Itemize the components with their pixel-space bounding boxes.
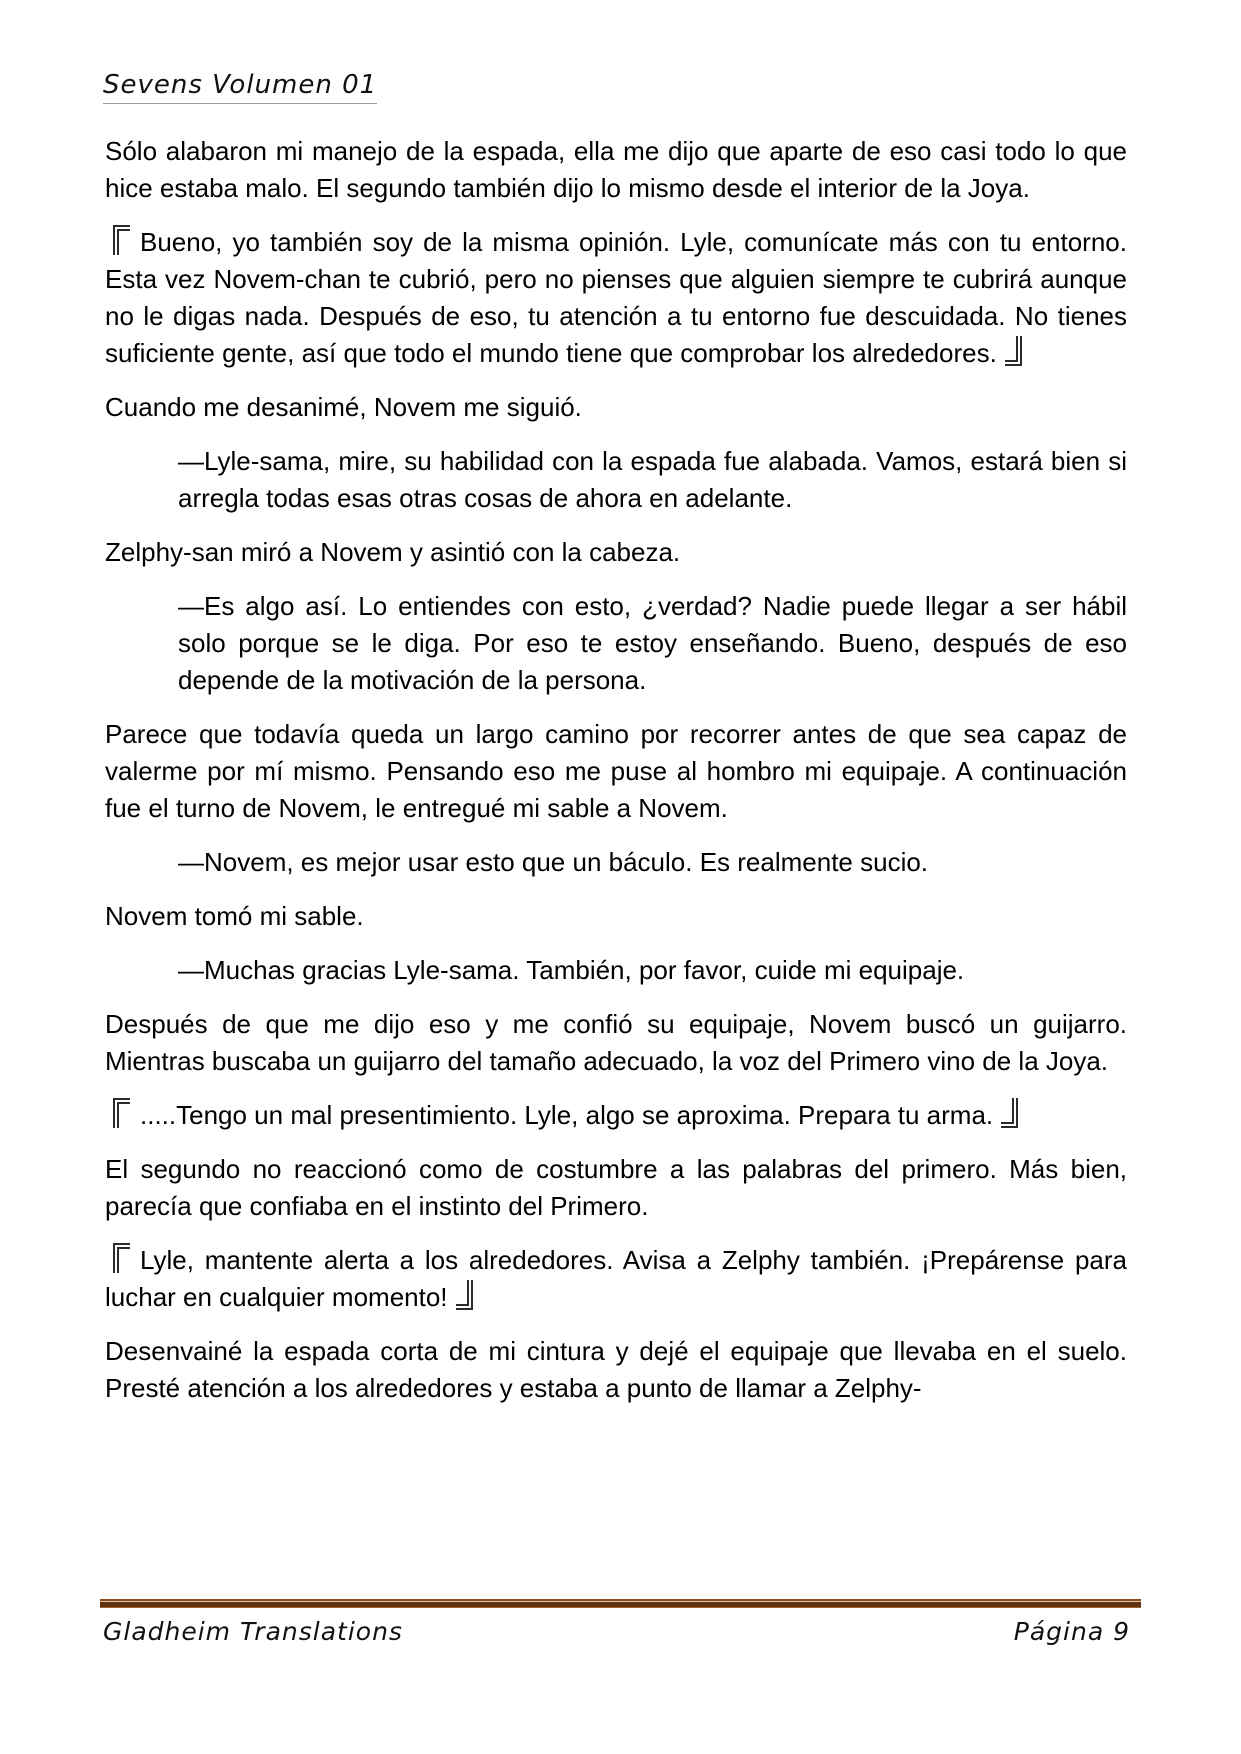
body-text [105, 133, 1127, 1407]
paragraph-dialogue [178, 588, 1127, 699]
paragraph-text: —Lyle-sama, mire, su habilidad con la espada fue alabada. Vamos, estará bien si arregla todas esas otras cosas de ahora en adelante. [178, 446, 1127, 513]
paragraph-text: El segundo no reaccionó como de costumbre a las palabras del primero. Más bien, parecía que confiaba en el instinto del Primero. [105, 1154, 1127, 1221]
paragraph-normal [105, 133, 1127, 207]
paragraph-text: .....Tengo un mal presentimiento. Lyle, algo se aproxima. Prepara tu arma. [140, 1100, 994, 1130]
paragraph-normal [105, 898, 1127, 935]
paragraph-dialogue [178, 952, 1127, 989]
paragraph-text: Sólo alabaron mi manejo de la espada, ella me dijo que aparte de eso casi todo lo que hice estaba malo. El segundo también dijo lo mismo desde el interior de la Joya. [105, 136, 1127, 203]
paragraph-normal [105, 716, 1127, 827]
footer-divider-rule [100, 1599, 1141, 1608]
page-number: Página 9 [1013, 1617, 1130, 1646]
page-header [103, 70, 1131, 104]
paragraph-normal [105, 534, 1127, 571]
page-footer [103, 1617, 1130, 1646]
paragraph-normal [105, 1333, 1127, 1407]
paragraph-bracket-quote [105, 1097, 1127, 1134]
close-double-bracket-icon [1005, 336, 1022, 366]
open-double-bracket-icon [113, 1243, 130, 1273]
paragraph-text: —Muchas gracias Lyle-sama. También, por favor, cuide mi equipaje. [178, 955, 965, 985]
volume-title: Sevens Volumen 01 [103, 70, 377, 104]
paragraph-dialogue [178, 443, 1127, 517]
open-double-bracket-icon [113, 225, 130, 255]
close-double-bracket-icon [456, 1280, 473, 1310]
paragraph-text: Novem tomó mi sable. [105, 901, 364, 931]
paragraph-text: Después de que me dijo eso y me confió su equipaje, Novem buscó un guijarro. Mientras buscaba un guijarro del tamaño adecuado, la voz del Primero vino de la Joya. [105, 1009, 1127, 1076]
paragraph-text: Desenvainé la espada corta de mi cintura y dejé el equipaje que llevaba en el suelo. Presté atención a los alrededores y estaba a punto de llamar a Zelphy- [105, 1336, 1127, 1403]
paragraph-text: Parece que todavía queda un largo camino por recorrer antes de que sea capaz de valerme por mí mismo. Pensando eso me puse al hombro mi equipaje. A continuación fue el turno de Novem, le entregué mi sable a Novem. [105, 719, 1127, 823]
paragraph-normal [105, 1006, 1127, 1080]
paragraph-normal [105, 1151, 1127, 1225]
translator-credit: Gladheim Translations [103, 1617, 403, 1646]
paragraph-text: —Es algo así. Lo entiendes con esto, ¿verdad? Nadie puede llegar a ser hábil solo porque se le diga. Por eso te estoy enseñando. Bueno, después de eso depende de la motivación de la persona. [178, 591, 1127, 695]
paragraph-text: Zelphy-san miró a Novem y asintió con la cabeza. [105, 537, 681, 567]
paragraph-bracket-quote [105, 1242, 1127, 1316]
close-double-bracket-icon [1001, 1098, 1018, 1128]
paragraph-text: —Novem, es mejor usar esto que un báculo. Es realmente sucio. [178, 847, 929, 877]
paragraph-bracket-quote [105, 224, 1127, 372]
paragraph-text: Cuando me desanimé, Novem me siguió. [105, 392, 582, 422]
open-double-bracket-icon [113, 1098, 130, 1128]
paragraph-text: Bueno, yo también soy de la misma opinión. Lyle, comunícate más con tu entorno. Esta vez Novem-chan te cubrió, pero no pienses que alguien siempre te cubrirá aunque no le digas nada. Después de eso, tu atención a tu entorno fue descuidada. No tienes suficiente gente, así que todo el mundo tiene que comprobar los alrededores. [105, 227, 1127, 368]
paragraph-normal [105, 389, 1127, 426]
paragraph-dialogue [178, 844, 1127, 881]
paragraph-text: Lyle, mantente alerta a los alrededores. Avisa a Zelphy también. ¡Prepárense para luchar en cualquier momento! [105, 1245, 1127, 1312]
